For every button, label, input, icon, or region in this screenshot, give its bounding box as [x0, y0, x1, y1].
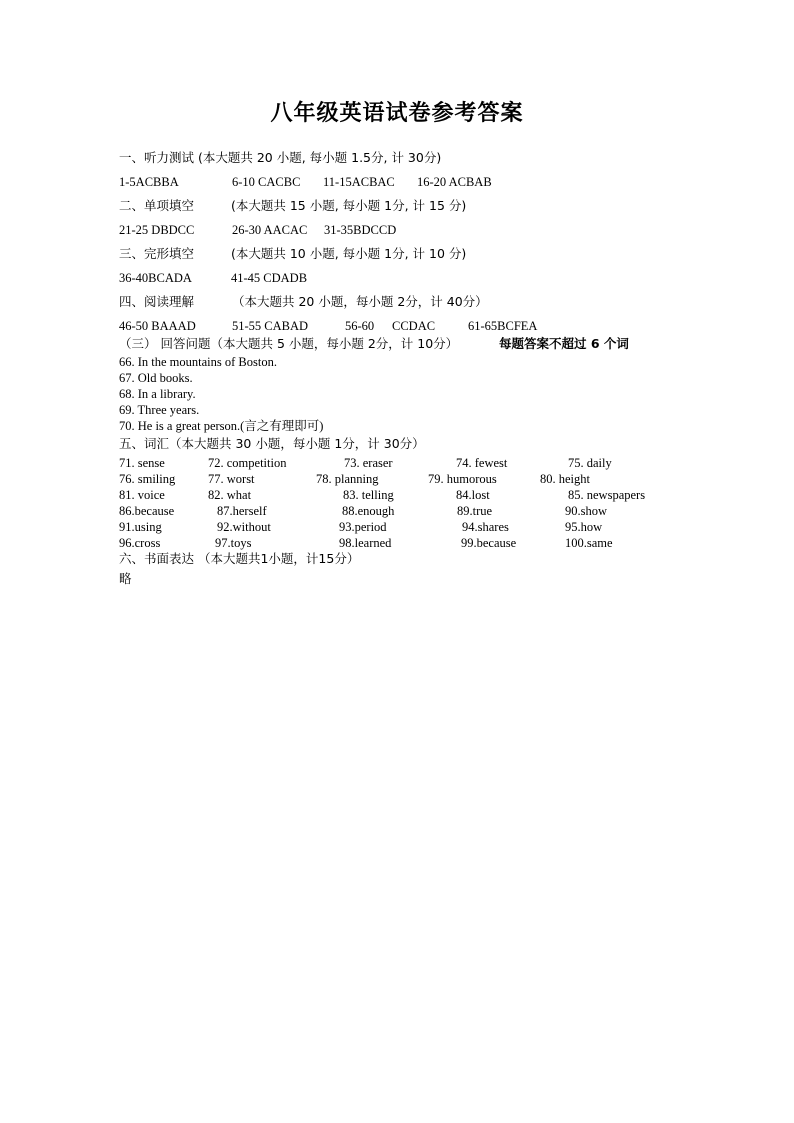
qa-word-limit-note: 每题答案不超过 6 个词	[499, 336, 629, 351]
listening-heading: 一、听力测试 (本大题共 20 小题, 每小题 1.5分, 计 30分)	[119, 150, 442, 165]
writing-answer: 略	[119, 571, 132, 586]
vocab-answer: 85. newspapers	[568, 488, 646, 502]
answer-group: 1-5ACBBA	[119, 175, 179, 189]
vocab-answer: 95.how	[565, 520, 603, 534]
vocab-answer: 78. planning	[316, 472, 379, 486]
qa-heading: （三） 回答问题（本大题共 5 小题，每小题 2分，计 10分）	[119, 336, 459, 351]
vocabulary-heading: 五、词汇（本大题共 30 小题，每小题 1分，计 30分）	[119, 436, 425, 451]
answer-group: 46-50 BAAAD	[119, 319, 196, 333]
qa-answer: 67. Old books.	[119, 371, 193, 385]
writing-heading: 六、书面表达 （本大题共1小题，计15分）	[119, 551, 360, 566]
answer-group: 26-30 AACAC	[232, 223, 308, 237]
vocab-answer: 100.same	[565, 536, 613, 550]
answer-group: 31-35BDCCD	[324, 223, 397, 237]
qa-answer: 66. In the mountains of Boston.	[119, 355, 277, 369]
vocab-answer: 71. sense	[119, 456, 165, 470]
answer-group: 41-45 CDADB	[231, 271, 308, 285]
answer-group: 51-55 CABAD	[232, 319, 309, 333]
answer-group: 36-40BCADA	[119, 271, 192, 285]
vocab-answer: 75. daily	[568, 456, 612, 470]
answer-group: 56-60	[345, 319, 375, 333]
vocab-answer: 94.shares	[462, 520, 509, 534]
vocab-answer: 80. height	[540, 472, 590, 486]
page-title: 八年级英语试卷参考答案	[270, 100, 524, 126]
cloze-heading: 三、完形填空	[119, 246, 195, 261]
qa-answer: 69. Three years.	[119, 403, 200, 417]
answer-group: 21-25 DBDCC	[119, 223, 195, 237]
vocab-answer: 91.using	[119, 520, 162, 534]
vocab-answer: 92.without	[217, 520, 271, 534]
vocab-answer: 79. humorous	[428, 472, 497, 486]
vocab-answer: 99.because	[461, 536, 517, 550]
vocab-answer: 83. telling	[343, 488, 394, 502]
vocab-answer: 77. worst	[208, 472, 255, 486]
reading-heading: 四、阅读理解	[119, 294, 195, 309]
cloze-note: (本大题共 10 小题, 每小题 1分, 计 10 分)	[231, 246, 467, 261]
reading-note: （本大题共 20 小题，每小题 2分，计 40分）	[232, 294, 488, 309]
vocab-answer: 96.cross	[119, 536, 161, 550]
vocab-answer: 89.true	[457, 504, 493, 518]
vocab-answer: 73. eraser	[344, 456, 393, 470]
answer-group: 11-15ACBAC	[323, 175, 395, 189]
single-choice-heading: 二、单项填空	[119, 198, 195, 213]
vocab-answer: 97.toys	[215, 536, 252, 550]
vocab-answer: 81. voice	[119, 488, 165, 502]
vocab-answer: 93.period	[339, 520, 387, 534]
vocab-answer: 74. fewest	[456, 456, 508, 470]
answer-group: CCDAC	[392, 319, 436, 333]
qa-answer: 68. In a library.	[119, 387, 196, 401]
vocab-answer: 90.show	[565, 504, 608, 518]
vocab-answer: 98.learned	[339, 536, 392, 550]
vocab-answer: 72. competition	[208, 456, 287, 470]
vocab-answer: 76. smiling	[119, 472, 176, 486]
vocab-answer: 82. what	[208, 488, 252, 502]
answer-group: 6-10 CACBC	[232, 175, 301, 189]
qa-answer: 70. He is a great person.(言之有理即可)	[119, 419, 324, 433]
vocab-answer: 84.lost	[456, 488, 490, 502]
single-choice-note: (本大题共 15 小题, 每小题 1分, 计 15 分)	[231, 198, 467, 213]
vocab-answer: 87.herself	[217, 504, 267, 518]
answer-group: 61-65BCFEA	[468, 319, 538, 333]
vocab-answer: 88.enough	[342, 504, 395, 518]
answer-group: 16-20 ACBAB	[417, 175, 492, 189]
vocab-answer: 86.because	[119, 504, 175, 518]
